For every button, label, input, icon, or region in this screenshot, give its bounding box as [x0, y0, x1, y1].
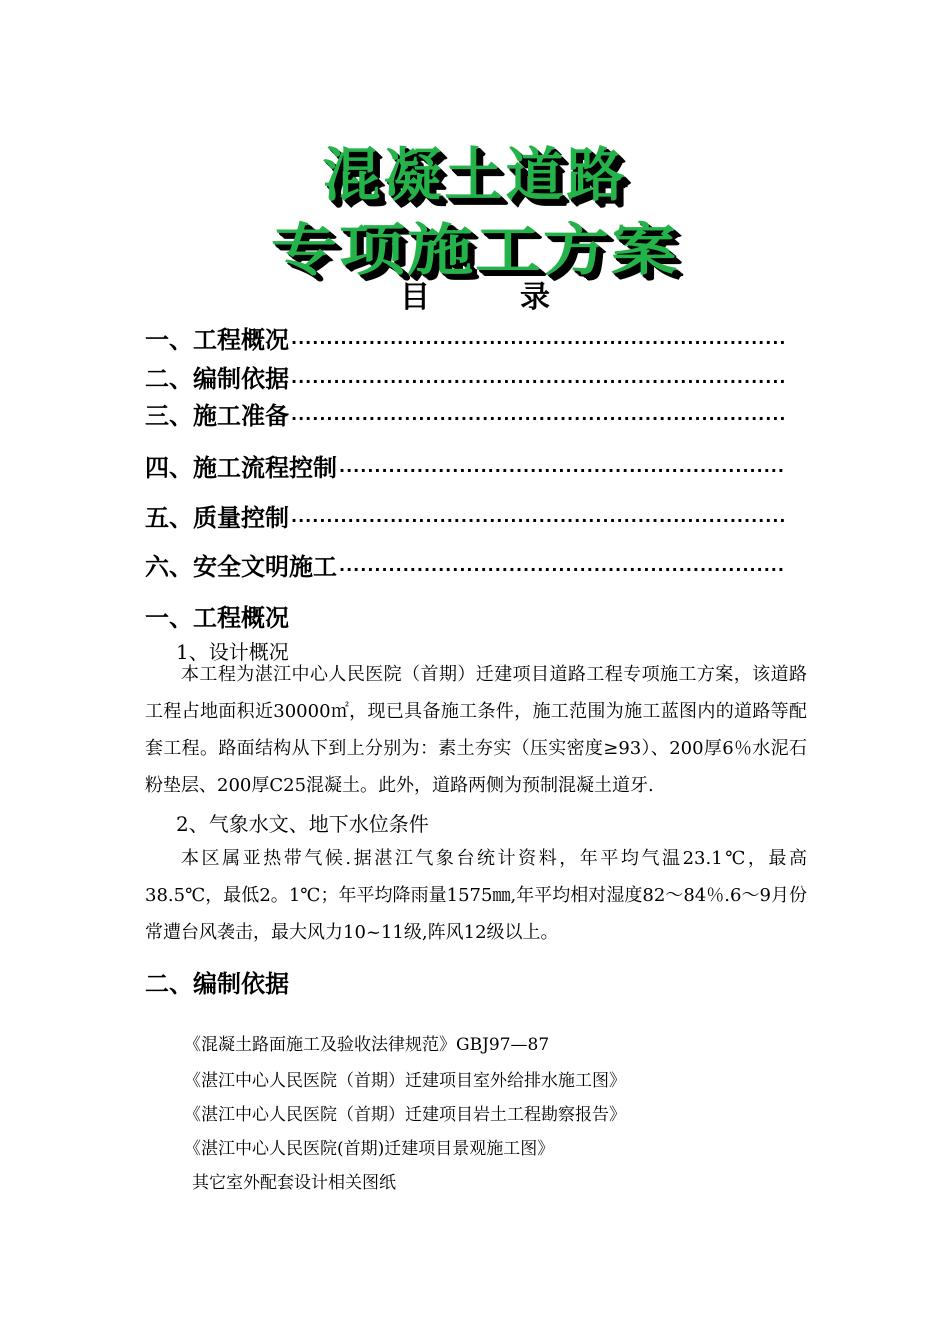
toc-leader-dots [291, 374, 785, 390]
reference-item: 《湛江中心人民医院（首期）迁建项目室外给排水施工图》 [184, 1071, 626, 1091]
toc-item[interactable] [145, 320, 785, 355]
paragraph-climate: 本区属亚热带气候.据湛江气象台统计资料，年平均气温23.1℃，最高38.5℃，最低2。1℃；年平均降雨量1575㎜,年平均相对湿度82～84％.6～9月份常遭台风袭击，最大风力10~11级,阵风12级以上。 [145, 848, 807, 943]
document-title-line2: 专项施工方案 [271, 217, 679, 284]
reference-item: 《湛江中心人民医院(首期)迁建项目景观施工图》 [184, 1139, 555, 1159]
reference-item: 《湛江中心人民医院（首期）迁建项目岩土工程勘察报告》 [184, 1105, 626, 1125]
toc-item-label: 六、安全文明施工 [145, 553, 337, 581]
toc-item-label: 三、施工准备 [145, 402, 289, 430]
toc-leader-dots [339, 562, 785, 578]
toc-item[interactable] [145, 448, 785, 483]
paragraph-design-overview: 本工程为湛江中心人民医院（首期）迁建项目道路工程专项施工方案，该道路工程占地面积近30000㎡，现已具备施工条件，施工范围为施工蓝图内的道路等配套工程。路面结构从下到上分别为：素土夯实（压实密度≥93）、200厚6％水泥石粉垫层、200厚C25混凝土。此外，道路两侧为预制混凝土道牙. [145, 664, 807, 796]
toc-item[interactable] [145, 547, 785, 582]
toc-heading [0, 272, 950, 316]
section-heading-overview: 一、工程概况 [145, 604, 289, 632]
toc-leader-dots [339, 463, 785, 479]
toc-leader-dots [291, 411, 785, 427]
toc-item[interactable] [145, 498, 785, 533]
toc-item[interactable] [145, 359, 785, 394]
toc-item-label: 一、工程概况 [145, 326, 289, 354]
toc-item-label: 四、施工流程控制 [145, 454, 337, 482]
toc-leader-dots [291, 335, 785, 351]
section-heading-basis: 二、编制依据 [145, 970, 289, 998]
toc-item-label: 二、编制依据 [145, 365, 289, 393]
toc-heading-char: 目 [400, 280, 430, 315]
toc-item-label: 五、质量控制 [145, 504, 289, 532]
subsection-heading-design: 1、设计概况 [176, 640, 289, 664]
toc-item[interactable] [145, 396, 785, 431]
reference-item: 其它室外配套设计相关图纸 [192, 1173, 396, 1193]
toc-leader-dots [291, 513, 785, 529]
subsection-heading-climate: 2、气象水文、地下水位条件 [176, 812, 429, 836]
toc-heading-char: 录 [520, 280, 550, 315]
document-title-line1: 混凝土道路 [322, 141, 628, 209]
reference-item: 《混凝土路面施工及验收法律规范》GBJ97—87 [184, 1035, 550, 1055]
